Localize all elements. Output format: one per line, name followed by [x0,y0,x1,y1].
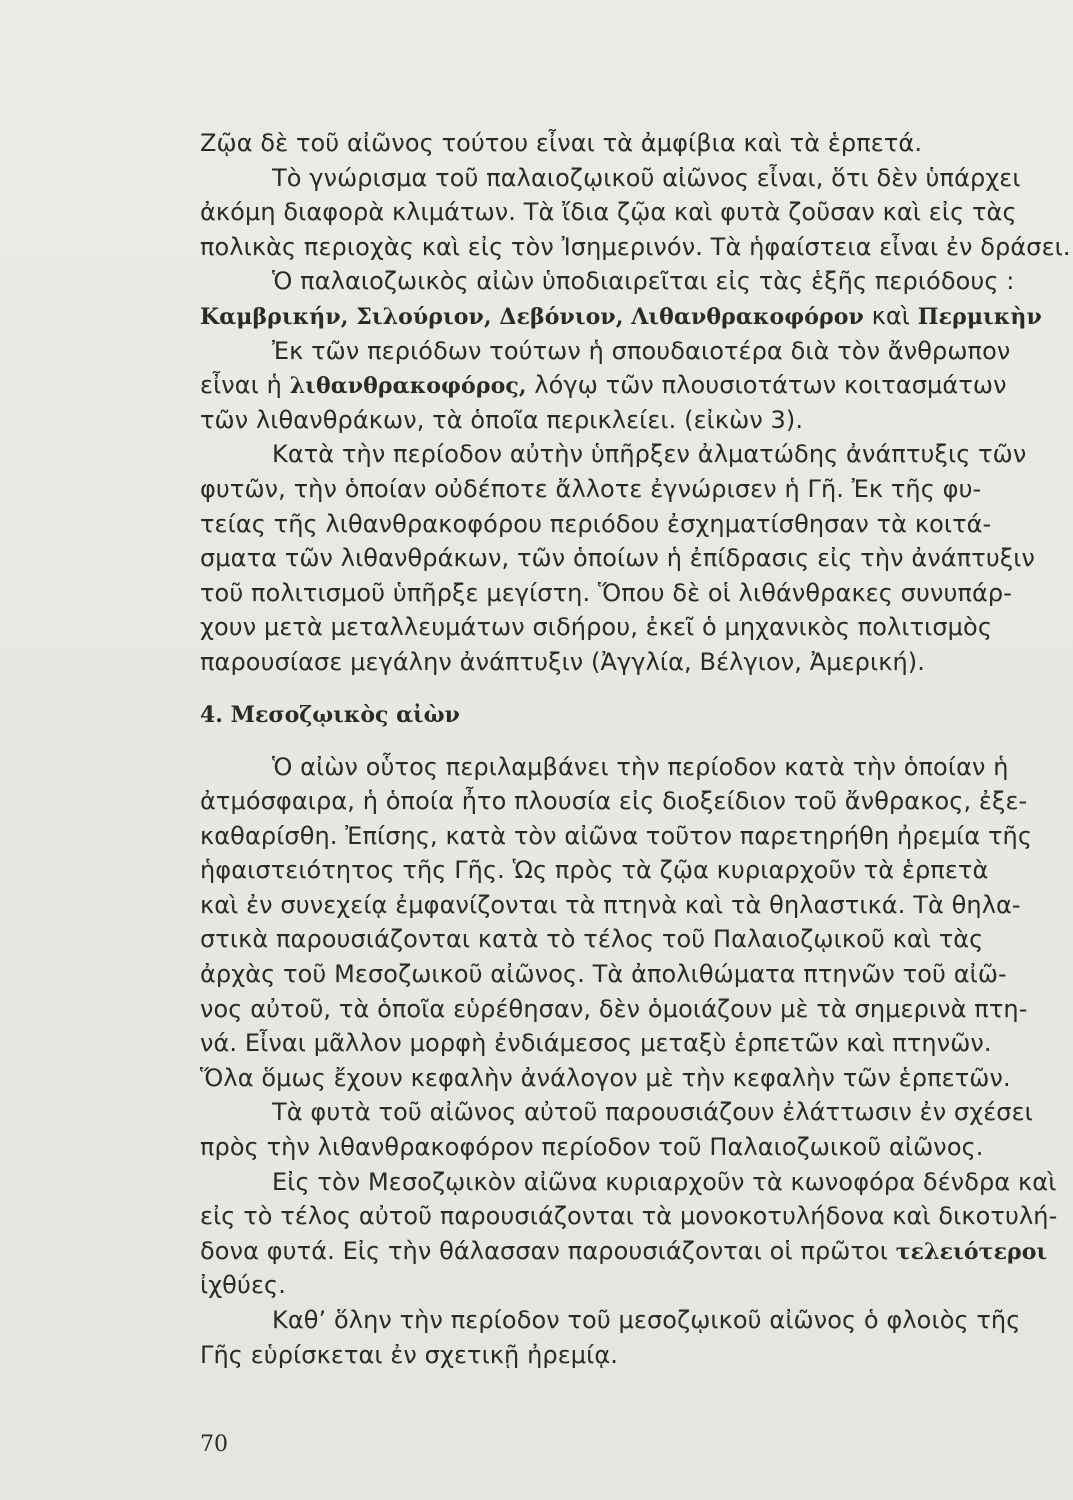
text-line: καθαρίσθη. Ἐπίσης, κατὰ τὸν αἰῶνα τοῦτον παρετηρήθη ἠρεμία τῆς [200,821,1033,850]
text-line: ἀρχὰς τοῦ Μεσοζωικοῦ αἰῶνος. Τὰ ἀπολιθώματα πτηνῶν τοῦ αἰῶ- [200,960,1007,989]
text-line: Ὁ παλαιοζωικὸς αἰὼν ὑποδιαιρεῖται εἰς τὰς ἑξῆς περιόδους : [272,267,1015,296]
text-line: ἀκόμη διαφορὰ κλιμάτων. Τὰ ἴδια ζῷα καὶ φυτὰ ζοῦσαν καὶ εἰς τὰς [200,198,1017,227]
period-devonian: Δεβόνιον, [499,303,624,330]
carboniferous-emphasis-line [200,368,1048,403]
text-fragment: εἶναι ἡ [200,371,282,400]
text-line: Ὅλα ὅμως ἔχουν κεφαλὴν ἀνάλογον μὲ τὴν κεφαλὴν τῶν ἑρπετῶν. [200,1063,1011,1092]
text-line: νά. Εἶναι μᾶλλον μορφὴ ἐνδιάμεσος μεταξὺ ἑρπετῶν καὶ πτηνῶν. [200,1029,992,1058]
bold-term-carboniferous: λιθανθρακοφόρος, [289,373,527,400]
text-line: σματα τῶν λιθανθράκων, τῶν ὁποίων ἡ ἐπίδρασις εἰς τὴν ἀνάπτυξιν [200,544,1036,573]
text-line: Τὸ γνώρισμα τοῦ παλαιοζῳικοῦ αἰῶνος εἶναι, ὅτι δὲν ὑπάρχει [272,163,1021,192]
text-line: Τὰ φυτὰ τοῦ αἰῶνος αὐτοῦ παρουσιάζουν ἐλάττωσιν ἐν σχέσει [272,1098,1033,1127]
text-line: ἀτμόσφαιρα, ἡ ὁποία ἦτο πλουσία εἰς διοξείδιον τοῦ ἄνθρακος, ἐξε- [200,787,1028,816]
connector-word: καὶ [871,301,911,330]
text-line: νος αὐτοῦ, τὰ ὁποῖα εὑρέθησαν, δὲν ὁμοιάζουν μὲ τὰ σημερινὰ πτη- [200,994,1028,1023]
period-carboniferous: Λιθανθρακοφόρον [631,303,864,330]
period-cambrian: Καμβρικήν, [200,303,349,330]
text-line: πρὸς τὴν λιθανθρακοφόρον περίοδον τοῦ Παλαιοζωικοῦ αἰῶνος. [200,1133,984,1162]
paragraph-group-paleozoic [200,126,1071,680]
text-line: Καθ’ ὅλην τὴν περίοδον τοῦ μεσοζῳικοῦ αἰῶνος ὁ φλοιὸς τῆς [272,1306,1021,1334]
periods-line [200,299,1048,334]
text-line: τῶν λιθανθράκων, τὰ ὁποῖα περικλείει. (εἰκὼν 3). [200,405,804,434]
period-silurian: Σιλούριον, [356,303,492,330]
text-line: Ἐκ τῶν περιόδων τούτων ἡ σπουδαιοτέρα διὰ τὸν ἄνθρωπον [272,336,1011,365]
text-line: Ὁ αἰὼν οὗτος περιλαμβάνει τὴν περίοδον κατὰ τὴν ὁποίαν ἡ [272,752,1009,781]
page-number: 70 [200,1432,228,1457]
text-line: ἡφαιστειότητος τῆς Γῆς. Ὡς πρὸς τὰ ζῷα κυριαρχοῦν τὰ ἑρπετὰ [200,856,989,885]
text-line: παρουσίασε μεγάλην ἀνάπτυξιν (Ἀγγλία, Βέλγιον, Ἀμερική). [200,647,925,676]
text-line: φυτῶν, τὴν ὁποίαν οὐδέποτε ἄλλοτε ἐγνώρισεν ἡ Γῆ. Ἐκ τῆς φυ- [200,474,982,503]
text-line: Ζῷα δὲ τοῦ αἰῶνος τούτου εἶναι τὰ ἀμφίβια καὶ τὰ ἑρπετά. [200,129,923,157]
text-line: Εἰς τὸν Μεσοζῳικὸν αἰῶνα κυριαρχοῦν τὰ κωνοφόρα δένδρα καὶ [272,1167,1057,1196]
text-line: στικὰ παρουσιάζονται κατὰ τὸ τέλος τοῦ Παλαιοζῳικοῦ καὶ τὰς [200,925,984,954]
text-fragment: δονα φυτά. Εἰς τὴν θάλασσαν παρουσιάζονται οἱ πρῶτοι [200,1236,889,1265]
bold-term-more-perfect: τελειότεροι [895,1238,1048,1265]
text-line: τείας τῆς λιθανθρακοφόρου περιόδου ἐσχηματίσθησαν τὰ κοιτά- [200,509,992,538]
text-line: τοῦ πολιτισμοῦ ὑπῆρξε μεγίστη. Ὅπου δὲ οἱ λιθάνθρακες συνυπάρ- [200,578,1013,607]
text-line: ἰχθύες. [200,1271,286,1300]
text-line: χουν μετὰ μεταλλευμάτων σιδήρου, ἐκεῖ ὁ μηχανικὸς πολιτισμὸς [200,613,993,642]
text-line: Κατὰ τὴν περίοδον αὐτὴν ὑπῆρξεν ἀλματώδης ἀνάπτυξις τῶν [272,440,1027,469]
paragraph-group-mesozoic [200,750,1058,1373]
fish-emphasis-line [200,1234,1048,1269]
period-permian: Περμικὴν [917,303,1042,330]
text-line: εἰς τὸ τέλος αὐτοῦ παρουσιάζονται τὰ μονοκοτυλήδονα καὶ δικοτυλή- [200,1202,1058,1231]
page-body [200,126,1071,1372]
text-line: καὶ ἐν συνεχείᾳ ἐμφανίζονται τὰ πτηνὰ καὶ τὰ θηλαστικά. Τὰ θηλα- [200,890,1021,919]
text-fragment: λόγῳ τῶν πλουσιοτάτων κοιτασμάτων [534,371,1007,400]
section-heading: 4. Μεσοζῳικὸς αἰὼν [200,701,460,728]
text-line: Γῆς εὑρίσκεται ἐν σχετικῇ ἠρεμίᾳ. [200,1340,619,1369]
text-line: πολικὰς περιοχὰς καὶ εἰς τὸν Ἰσημερινόν. Τὰ ἡφαίστεια εἶναι ἐν δράσει. [200,232,1071,261]
